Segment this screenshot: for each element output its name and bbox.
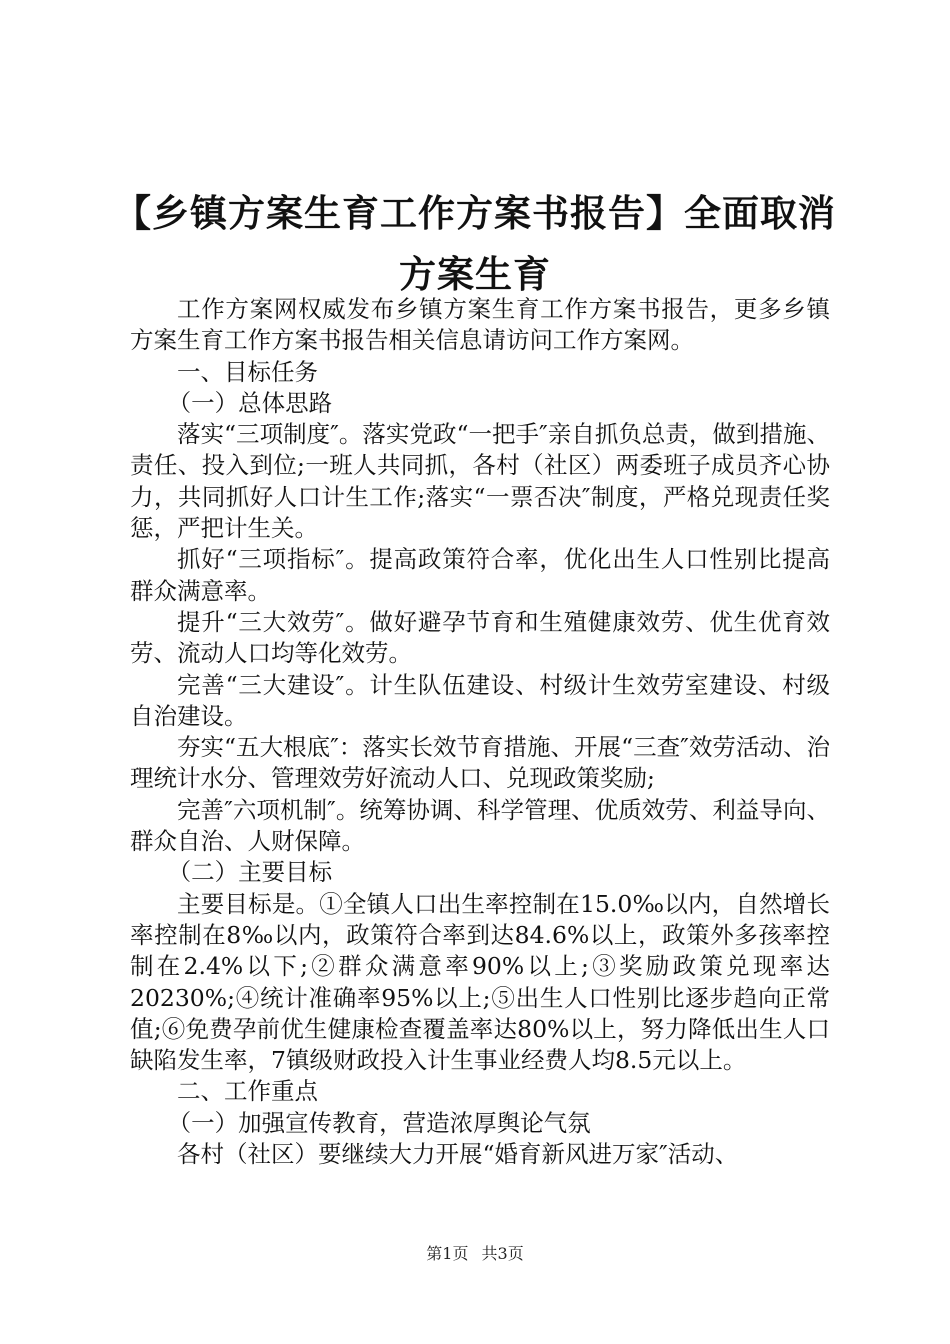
paragraph-publicity: 各村（社区）要继续大力开展“婚育新风进万家″活动、 xyxy=(177,1140,739,1169)
subsection-heading-main-goals: （二）主要目标 xyxy=(167,858,333,887)
paragraph-six-mechanisms: 完善″六项机制″。统筹协调、科学管理、优质效劳、利益导向、群众自治、人财保障。 xyxy=(130,795,830,856)
paragraph-main-goals: 主要目标是。①全镇人口出生率控制在15.0‰以内，自然增长率控制在8‰以内，政策符合率到达84.6%以上，政策外多孩率控制在2.4%以下;②群众满意率90%以上;③奖励政策兑现率达20230%;④统计准确率95%以上;⑤出生人口性别比逐步趋向正常值;⑥免费孕前优生健康检查覆盖率达80%以上，努力降低出生人口缺陷发生率，7镇级财政投入计生事业经费人均8.5元以上。 xyxy=(130,889,830,1075)
paragraph-five-foundations: 夯实“五大根底″：落实长效节育措施、开展“三查″效劳活动、治理统计水分、管理效劳好流动人口、兑现政策奖励; xyxy=(130,733,830,793)
paragraph-three-indicators: 抓好“三项指标″。提高政策符合率，优化出生人口性别比提高群众满意率。 xyxy=(130,545,830,605)
paragraph-three-constructions: 完善“三大建设″。计生队伍建设、村级计生效劳室建设、村级自治建设。 xyxy=(130,670,830,730)
page-footer xyxy=(0,1244,950,1264)
document-body xyxy=(130,294,830,1170)
paragraph-three-systems: 落实“三项制度″。落实党政“一把手″亲自抓负总责，做到措施、责任、投入到位;一班人共同抓，各村（社区）两委班子成员齐心协力，共同抓好人口计生工作;落实“一票否决″制度，严格兑现责任奖惩，严把计生关。 xyxy=(130,420,830,543)
paragraph-three-services: 提升“三大效劳″。做好避孕节育和生殖健康效劳、优生优育效劳、流动人口均等化效劳。 xyxy=(130,607,830,668)
page-number: 第1页 xyxy=(426,1244,469,1263)
section-heading-targets: 一、目标任务 xyxy=(177,357,318,386)
intro-paragraph: 工作方案网权威发布乡镇方案生育工作方案书报告，更多乡镇方案生育工作方案书报告相关信息请访问工作方案网。 xyxy=(130,295,830,355)
subsection-heading-publicity: （一）加强宣传教育，营造浓厚舆论气氛 xyxy=(167,1108,591,1137)
subsection-heading-overall-approach: （一）总体思路 xyxy=(167,388,333,417)
section-heading-work-focus: 二、工作重点 xyxy=(177,1077,318,1106)
page-total: 共3页 xyxy=(481,1244,524,1263)
document-title: 【乡镇方案生育工作方案书报告】全面取消方案生育 xyxy=(114,192,836,296)
